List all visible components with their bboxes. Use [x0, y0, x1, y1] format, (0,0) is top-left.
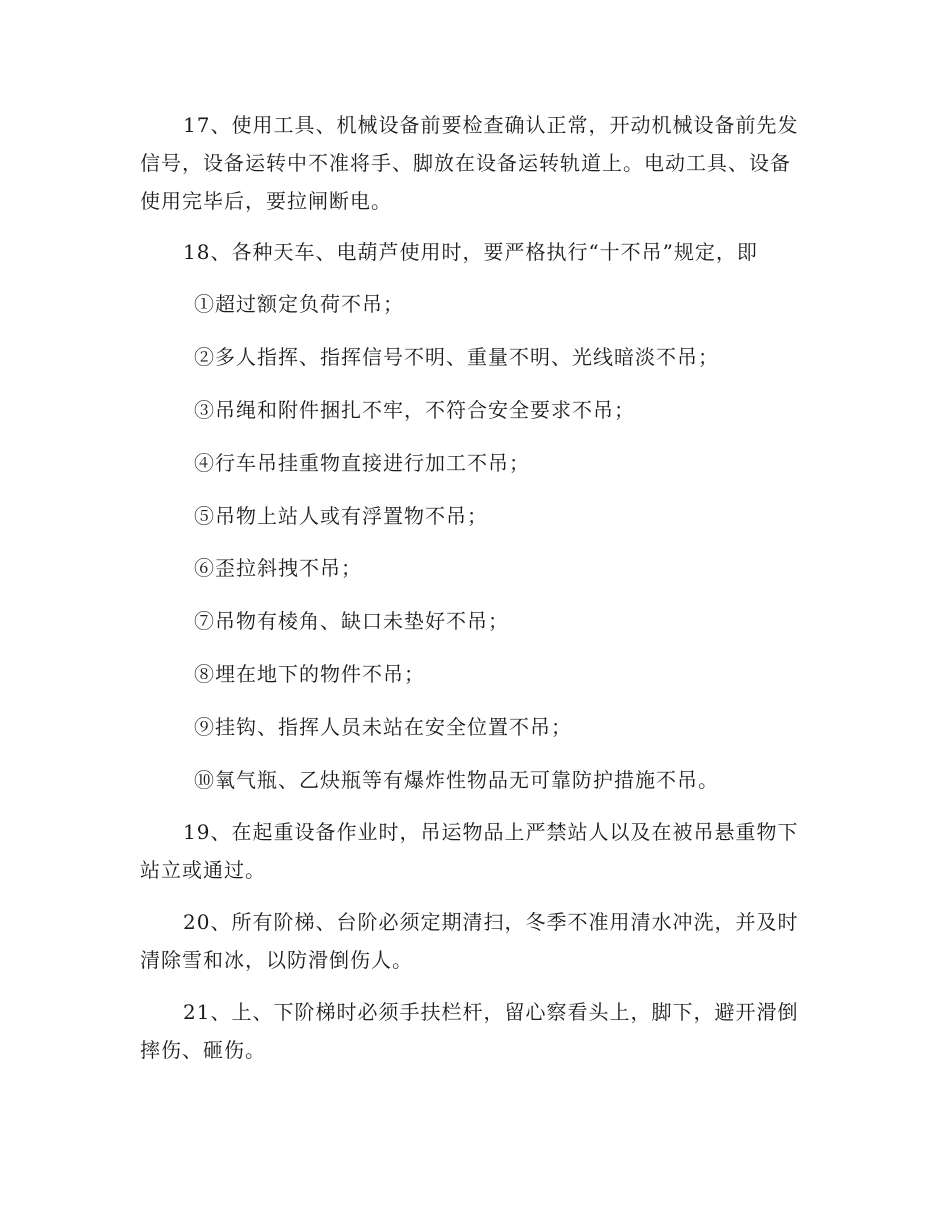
rule-item-4: ④行车吊挂重物直接进行加工不吊；: [194, 451, 530, 475]
rule-item-3: ③吊绳和附件捆扎不牢，不符合安全要求不吊；: [194, 398, 635, 422]
rule-item-10: ⑩氧气瓶、乙炔瓶等有爆炸性物品无可靠防护措施不吊。: [194, 768, 719, 792]
paragraph-21: 21、上、下阶梯时必须手扶栏杆，留心察看头上，脚下，避开滑倒摔伤、砸伤。: [140, 1000, 799, 1062]
paragraph-20: 20、所有阶梯、台阶必须定期清扫，冬季不准用清水冲洗，并及时清除雪和冰，以防滑倒伤人。: [140, 910, 799, 972]
rule-item-6: ⑥歪拉斜拽不吊；: [194, 556, 362, 580]
rule-item-8: ⑧埋在地下的物件不吊；: [194, 662, 425, 686]
rule-item-9: ⑨挂钩、指挥人员未站在安全位置不吊；: [194, 715, 572, 739]
paragraph-19: 19、在起重设备作业时，吊运物品上严禁站人以及在被吊悬重物下站立或通过。: [140, 820, 799, 882]
rule-item-5: ⑤吊物上站人或有浮置物不吊；: [194, 504, 488, 528]
rule-item-1: ①超过额定负荷不吊；: [194, 292, 404, 316]
rule-item-7: ⑦吊物有棱角、缺口未垫好不吊；: [194, 609, 509, 633]
rule-item-2: ②多人指挥、指挥信号不明、重量不明、光线暗淡不吊；: [194, 345, 719, 369]
paragraph-18: 18、各种天车、电葫芦使用时，要严格执行“十不吊”规定，即: [183, 240, 758, 264]
paragraph-17: 17、使用工具、机械设备前要检查确认正常，开动机械设备前先发信号，设备运转中不准将手、脚放在设备运转轨道上。电动工具、设备使用完毕后，要拉闸断电。: [140, 113, 799, 213]
